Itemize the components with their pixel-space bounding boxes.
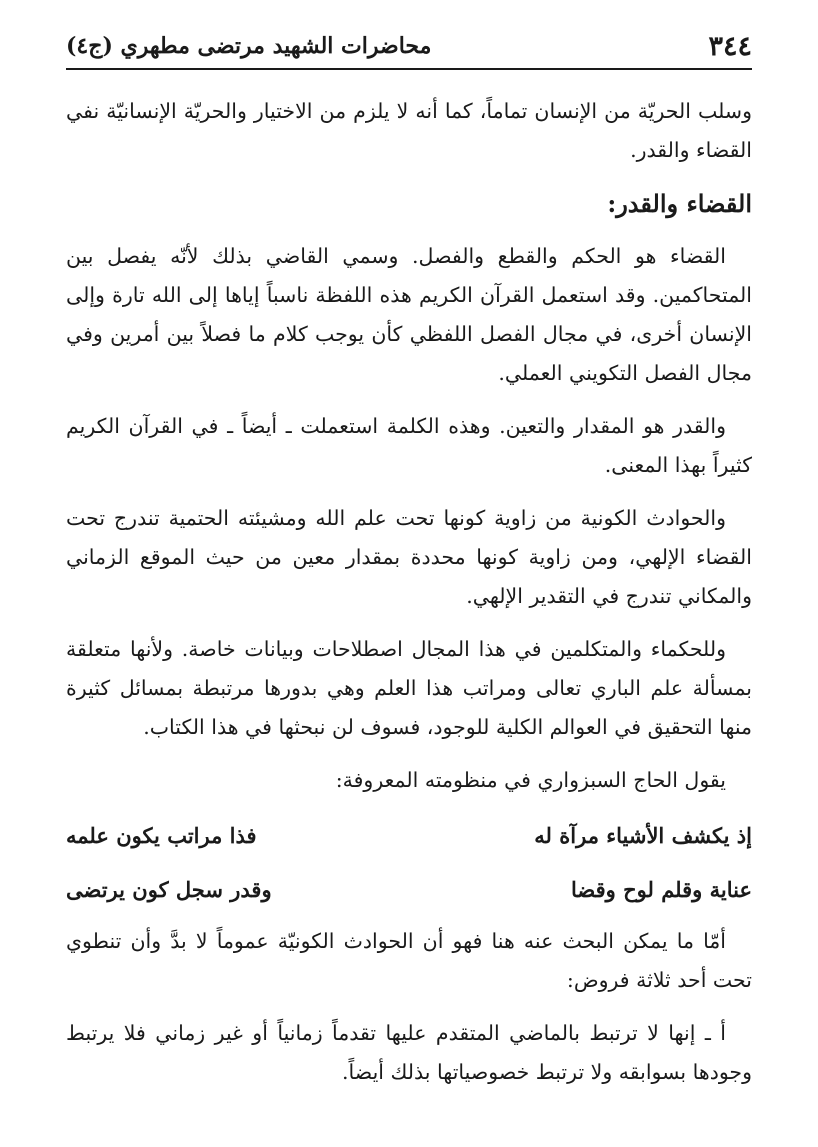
page-number: ٣٤٤: [708, 30, 752, 62]
page-body: [66, 92, 752, 1106]
paragraph-4: والحوادث الكونية من زاوية كونها تحت علم الله ومشيئته الحتمية تندرج تحت القضاء الإلهي، ومن زاوية كونها محددة بمقدار معين من حيث الموقع الزماني والمكاني تندرج في التقدير الإلهي.: [66, 506, 752, 608]
paragraph-2: القضاء هو الحكم والقطع والفصل. وسمي القاضي بذلك لأنّه يفصل بين المتحاكمين. وقد استعمل القرآن الكريم هذه اللفظة ناسباً إياها إلى الله تارة وإلى الإنسان أخرى، في مجال الفصل اللفظي كأن يوجب كلام ما فصلاً بين أمرين وفي مجال الفصل التكويني العملي.: [66, 244, 752, 385]
section-heading: القضاء والقدر:: [607, 189, 752, 218]
verse-1-hemistich-b: فذا مراتب يكون علمه: [66, 823, 257, 848]
paragraph-3: والقدر هو المقدار والتعين. وهذه الكلمة استعملت ـ أيضاً ـ في القرآن الكريم كثيراً بهذا المعنى.: [66, 414, 752, 477]
paragraph-5: وللحكماء والمتكلمين في هذا المجال اصطلاحات وبيانات خاصة. ولأنها متعلقة بمسألة علم الباري تعالى ومراتب هذا العلم وهي بدورها مرتبطة بمسائل كثيرة منها التحقيق في العوالم الكلية للوجود، فسوف لن نبحثها في هذا الكتاب.: [66, 637, 752, 739]
verse-2-hemistich-b: وقدر سجل كون يرتضى: [66, 877, 272, 902]
page-header: [66, 24, 752, 70]
paragraph-1: وسلب الحريّة من الإنسان تماماً، كما أنه لا يلزم من الاختيار والحريّة الإنسانيّة نفي القضاء والقدر.: [66, 99, 752, 162]
paragraph-7: أمّا ما يمكن البحث عنه هنا فهو أن الحوادث الكونيّة عموماً لا بدَّ وأن تنطوي تحت أحد ثلاثة فروض:: [66, 929, 752, 992]
paragraph-8: أ ـ إنها لا ترتبط بالماضي المتقدم عليها تقدماً زمانياً أو غير زماني فلا يرتبط وجودها بسوابقه ولا ترتبط خصوصياتها بذلك أيضاً.: [66, 1021, 752, 1084]
running-title: محاضرات الشهيد مرتضى مطهري (ج٤): [66, 33, 432, 59]
verse-2-hemistich-a: عناية وقلم لوح وقضا: [570, 877, 752, 902]
verse-line-1: [66, 814, 752, 858]
verse-line-2: [66, 868, 752, 912]
verse-1-hemistich-a: إذ يكشف الأشياء مرآة له: [534, 823, 752, 848]
paragraph-6: يقول الحاج السبزواري في منظومته المعروفة:: [335, 768, 726, 792]
